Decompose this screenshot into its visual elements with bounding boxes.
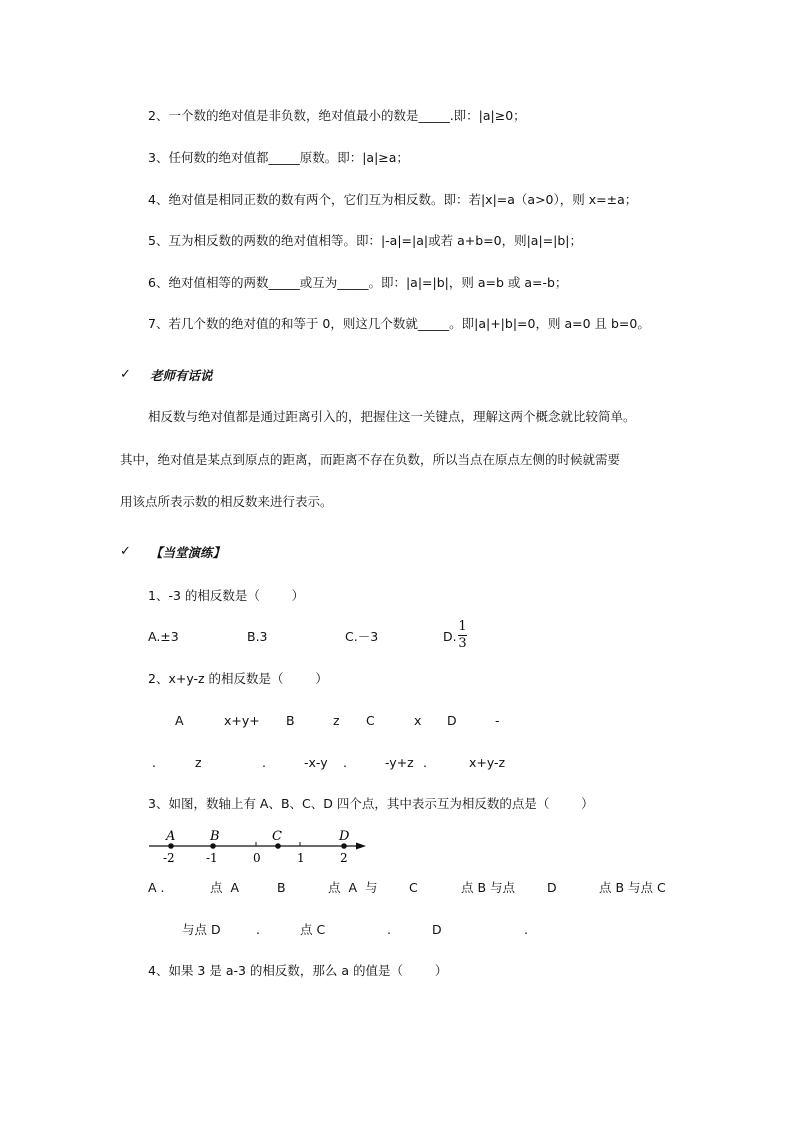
teacher-paragraph-line-1: 相反数与绝对值都是通过距离引入的，把握住这一关键点，理解这两个概念就比较简单。	[148, 409, 636, 424]
tick-label: 2	[340, 851, 348, 865]
question-2-row1-cell: z	[333, 713, 340, 728]
question-2-row2-cell: -y+z	[385, 755, 414, 770]
question-2-row2-cell: -x-y	[304, 755, 328, 770]
question-3-row1-cell: B	[277, 880, 286, 895]
question-2-row1-cell: B	[286, 713, 295, 728]
point-a-label: A	[166, 829, 176, 844]
question-1-option-d: D.	[443, 629, 457, 644]
question-3-row1-cell: 点 A 与	[328, 880, 378, 895]
question-2-stem: 2、x+y-z 的相反数是（ ）	[148, 671, 328, 686]
question-3-row1-cell: D	[547, 880, 557, 895]
rule-line-2: 2、一个数的绝对值是非负数，绝对值最小的数是_____.即：|a|≥0；	[148, 108, 526, 123]
question-2-row2-cell: .	[423, 755, 427, 770]
question-3-row1-cell: 点 A	[210, 880, 239, 895]
question-2-row2-cell: x+y-z	[469, 755, 506, 770]
point-b-label: B	[210, 829, 220, 844]
point-c-dot	[275, 843, 281, 849]
question-3-row1-cell: 点 B 与点 C	[599, 880, 666, 895]
question-3-row2-cell: D	[432, 922, 442, 937]
question-3-row1-cell: 点 B 与点	[461, 880, 516, 895]
tick-label: 1	[297, 851, 305, 865]
question-3-row1-cell: A .	[148, 880, 165, 895]
question-4-stem: 4、如果 3 是 a-3 的相反数，那么 a 的值是（ ）	[148, 963, 448, 978]
question-1-option-c: C.－3	[345, 629, 379, 644]
rule-line-5: 5、互为相反数的两数的绝对值相等。即：|-a|=|a|或若 a+b=0，则|a|=|b|；	[148, 233, 582, 248]
practice-heading: 【当堂演练】	[150, 545, 226, 560]
question-2-row2-cell: .	[262, 755, 266, 770]
tick-label: -2	[163, 851, 175, 865]
question-1-option-b: B.3	[247, 629, 268, 644]
question-2-row2-cell: .	[343, 755, 347, 770]
question-3-row2-cell: 点 C	[300, 922, 326, 937]
tick-label: -1	[206, 851, 218, 865]
question-3-row2-cell: .	[387, 922, 391, 937]
question-2-row2-cell: z	[195, 755, 202, 770]
question-3-row2-cell: .	[524, 922, 528, 937]
question-2-row1-cell: C	[366, 713, 375, 728]
point-a-dot	[168, 843, 174, 849]
check-mark-icon: ✓	[120, 544, 131, 559]
number-line-arrow-icon	[356, 843, 366, 850]
question-3-row2-cell: .	[256, 922, 260, 937]
question-1-stem: 1、-3 的相反数是（ ）	[148, 588, 305, 603]
question-2-row1-cell: x	[414, 713, 422, 728]
rule-line-3: 3、任何数的绝对值都_____原数。即：|a|≥a；	[148, 150, 409, 165]
teacher-paragraph-line-2: 其中，绝对值是某点到原点的距离，而距离不存在负数，所以当点在原点左侧的时候就需要	[120, 452, 621, 467]
question-3-stem: 3、如图，数轴上有 A、B、C、D 四个点，其中表示互为相反数的点是（ ）	[148, 796, 594, 811]
question-2-row1-cell: A	[175, 713, 184, 728]
question-1-option-a: A.±3	[148, 629, 179, 644]
teacher-heading: 老师有话说	[150, 368, 213, 383]
point-c-label: C	[272, 829, 282, 844]
question-2-row2-cell: .	[152, 755, 156, 770]
question-3-row2-cell: 与点 D	[182, 922, 221, 937]
rule-line-6: 6、绝对值相等的两数_____或互为_____。即：|a|=|b|，则 a=b 或 a=-b；	[148, 275, 568, 290]
rule-line-7: 7、若几个数的绝对值的和等于 0，则这几个数就_____。即|a|+|b|=0，则 a=0 且 b=0。	[148, 316, 650, 331]
point-b-dot	[210, 843, 216, 849]
question-2-row1-cell: -	[495, 713, 500, 728]
question-1-option-d-fraction	[458, 620, 467, 651]
question-3-row1-cell: C	[409, 880, 418, 895]
check-mark-icon: ✓	[120, 367, 131, 382]
fraction-numerator: 1	[458, 619, 467, 634]
tick-label: 0	[253, 851, 261, 865]
question-2-row1-cell: D	[447, 713, 457, 728]
number-line-figure	[146, 825, 376, 870]
teacher-paragraph-line-3: 用该点所表示数的相反数来进行表示。	[120, 494, 333, 509]
point-d-label: D	[339, 829, 350, 844]
question-2-row1-cell: x+y+	[224, 713, 260, 728]
point-d-dot	[341, 843, 347, 849]
rule-line-4: 4、绝对值是相同正数的数有两个，它们互为相反数。即：若|x|=a（a>0），则 x=±a；	[148, 192, 638, 207]
fraction-denominator: 3	[458, 636, 467, 651]
